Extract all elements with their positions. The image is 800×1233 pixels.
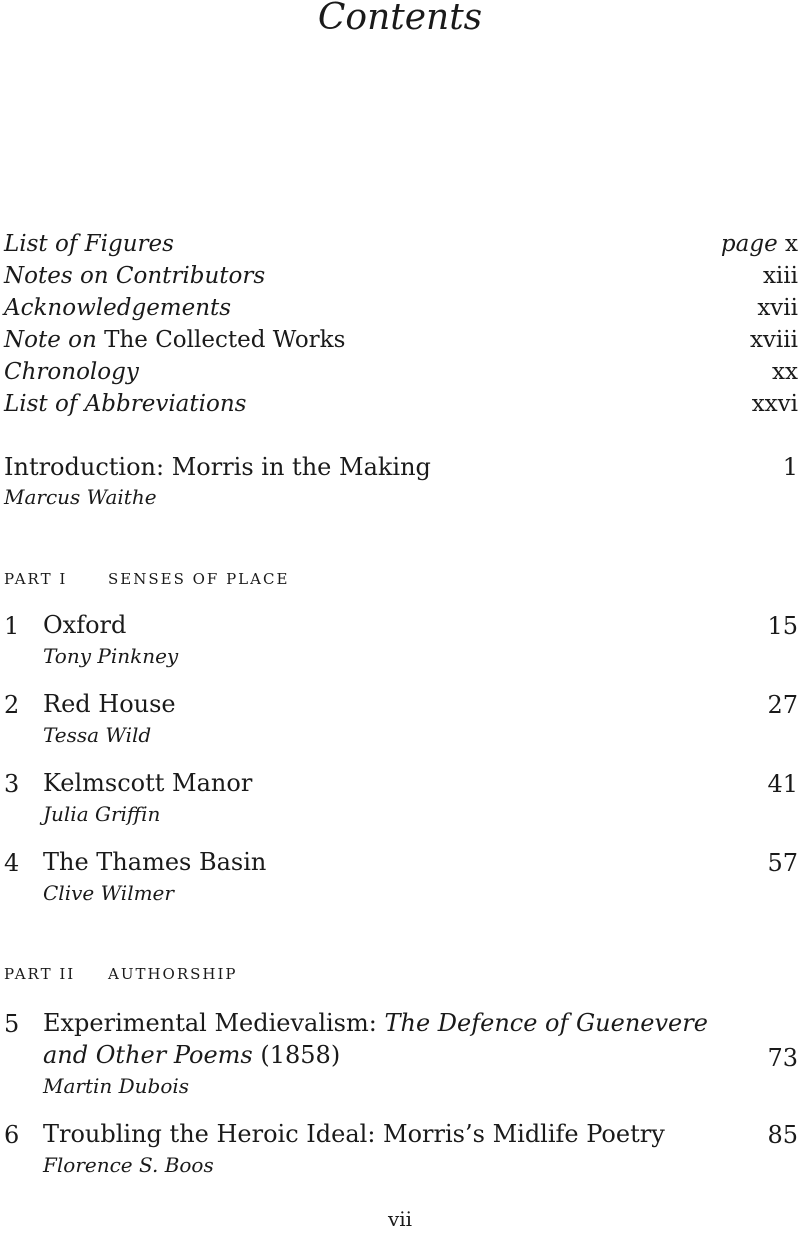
toc-entry-chapter-1[interactable] — [4, 609, 798, 673]
toc-entry-chapter-2[interactable] — [4, 688, 798, 752]
chapter-title: Red House — [43, 690, 176, 718]
page-prefix: page — [720, 231, 778, 257]
toc-entry-note-on-collected-works[interactable] — [4, 324, 798, 356]
toc-entry-title: Acknowledgements — [4, 295, 232, 321]
toc-entry-page: xvii — [757, 295, 798, 321]
toc-entry-acknowledgements[interactable] — [4, 292, 798, 324]
page-number: x — [785, 231, 798, 257]
toc-entry-notes-on-contributors[interactable] — [4, 260, 798, 292]
chapter-number: 6 — [4, 1121, 20, 1149]
chapter-number: 4 — [4, 849, 20, 877]
chapter-number: 5 — [4, 1010, 20, 1038]
toc-entry-title — [4, 324, 345, 356]
title-italic-part: and Other Poems — [43, 1041, 253, 1069]
toc-entry-page: xxvi — [751, 391, 798, 417]
chapter-page: 57 — [767, 849, 798, 877]
toc-entry-page: 1 — [782, 453, 798, 481]
toc-entry-page: xviii — [749, 327, 798, 353]
toc-entry-page — [721, 228, 798, 260]
chapter-author: Tessa Wild — [43, 723, 152, 747]
page-folio: vii — [387, 1207, 413, 1231]
chapter-author: Julia Griffin — [43, 802, 161, 826]
chapter-title-line-1 — [43, 1007, 708, 1039]
chapter-page: 73 — [767, 1044, 798, 1072]
toc-entry-author: Marcus Waithe — [4, 485, 157, 509]
toc-entry-chapter-6[interactable] — [4, 1118, 798, 1182]
chapter-title: The Thames Basin — [43, 848, 267, 876]
toc-entry-list-of-figures[interactable] — [4, 228, 798, 260]
chapter-author: Clive Wilmer — [43, 881, 174, 905]
toc-entry-page: xiii — [762, 263, 798, 289]
toc-entry-title: List of Figures — [4, 231, 174, 257]
chapter-title: Kelmscott Manor — [43, 769, 253, 797]
toc-entry-title: Chronology — [4, 359, 139, 385]
toc-entry-title: List of Abbreviations — [4, 391, 247, 417]
toc-entry-chapter-4[interactable] — [4, 846, 798, 910]
chapter-author: Florence S. Boos — [43, 1153, 214, 1177]
chapter-page: 41 — [767, 770, 798, 798]
title-italic-part: Note on — [4, 327, 97, 353]
part-title: AUTHORSHIP — [108, 965, 238, 983]
chapter-page: 27 — [767, 691, 798, 719]
part-heading-2 — [4, 962, 798, 986]
chapter-number: 1 — [4, 612, 20, 640]
page-title: Contents — [317, 0, 483, 38]
part-label: PART II — [4, 965, 76, 983]
chapter-author: Martin Dubois — [43, 1074, 190, 1098]
toc-entry-chapter-5[interactable] — [4, 1007, 798, 1103]
toc-entry-chronology[interactable] — [4, 356, 798, 388]
chapter-title: Troubling the Heroic Ideal: Morris’s Midlife Poetry — [43, 1120, 665, 1148]
chapter-page: 85 — [767, 1121, 798, 1149]
part-heading-1 — [4, 567, 798, 591]
title-roman-part: The Collected Works — [104, 327, 346, 353]
chapter-number: 3 — [4, 770, 20, 798]
toc-entry-page: xx — [772, 359, 798, 385]
toc-entry-introduction[interactable] — [4, 450, 798, 520]
part-title: SENSES OF PLACE — [108, 570, 290, 588]
toc-entry-chapter-3[interactable] — [4, 767, 798, 831]
title-italic-part: The Defence of Guenevere — [384, 1009, 708, 1037]
chapter-number: 2 — [4, 691, 20, 719]
title-roman-part: Experimental Medievalism: — [43, 1009, 385, 1037]
chapter-title: Oxford — [43, 611, 127, 639]
toc-entry-list-of-abbreviations[interactable] — [4, 388, 798, 420]
toc-entry-title: Notes on Contributors — [4, 263, 266, 289]
chapter-page: 15 — [767, 612, 798, 640]
part-label: PART I — [4, 570, 68, 588]
chapter-author: Tony Pinkney — [43, 644, 179, 668]
title-roman-part: (1858) — [252, 1041, 341, 1069]
toc-entry-title: Introduction: Morris in the Making — [4, 453, 431, 481]
chapter-title-line-2 — [43, 1039, 340, 1071]
